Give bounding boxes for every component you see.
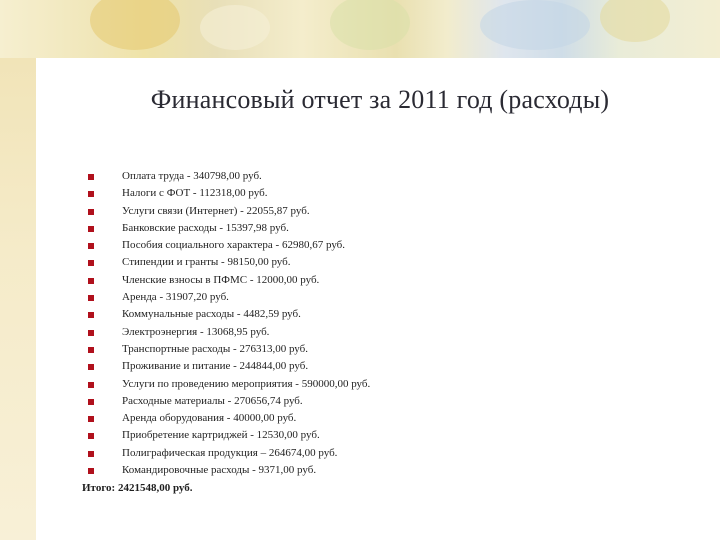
- bullet-icon: [88, 382, 94, 388]
- list-item-text: Оплата труда - 340798,00 руб.: [122, 170, 262, 182]
- list-item-text: Аренда - 31907,20 руб.: [122, 291, 229, 304]
- banner-leaf-shape: [600, 0, 670, 42]
- list-item-text: Аренда оборудования - 40000,00 руб.: [122, 412, 297, 425]
- bullet-icon: [88, 174, 94, 180]
- list-item-text: Транспортные расходы - 276313,00 руб.: [122, 342, 309, 355]
- banner-leaf-shape: [480, 0, 590, 50]
- list-item: [82, 185, 642, 202]
- list-item: [82, 341, 642, 358]
- list-item: [82, 289, 642, 306]
- list-item: [82, 462, 642, 479]
- list-item: [82, 203, 642, 220]
- bullet-icon: [88, 191, 94, 197]
- bullet-icon: [88, 347, 94, 353]
- page-title: Финансовый отчет за 2011 год (расходы): [150, 85, 610, 114]
- list-item-text: Услуги связи (Интернет) - 22055,87 руб.: [122, 204, 310, 217]
- list-item-text: Командировочные расходы - 9371,00 руб.: [122, 464, 317, 477]
- bullet-icon: [88, 209, 94, 215]
- list-item-text: Расходные материалы - 270656,74 руб.: [122, 394, 303, 407]
- list-item-text: Услуги по проведению мероприятия - 590000,00 руб.: [122, 377, 371, 390]
- list-item-text: Приобретение картриджей - 12530,00 руб.: [122, 429, 320, 442]
- list-item: [82, 220, 642, 237]
- bullet-icon: [88, 330, 94, 336]
- list-item: [82, 254, 642, 271]
- bullet-icon: [88, 295, 94, 301]
- list-item: [82, 358, 642, 375]
- list-item: [82, 393, 642, 410]
- total-line: Итого: 2421548,00 руб.: [82, 482, 193, 494]
- list-item: [82, 376, 642, 393]
- bullet-icon: [88, 399, 94, 405]
- banner-leaf-shape: [200, 5, 270, 50]
- bullet-icon: [88, 468, 94, 474]
- list-item: [82, 237, 642, 254]
- list-item: [82, 324, 642, 341]
- bullet-icon: [88, 451, 94, 457]
- list-item: [82, 445, 642, 462]
- bullet-icon: [88, 260, 94, 266]
- list-item-text: Полиграфическая продукция – 264674,00 руб.: [122, 446, 338, 459]
- list-item: [82, 410, 642, 427]
- banner-leaf-shape: [330, 0, 410, 50]
- list-item-text: Коммунальные расходы - 4482,59 руб.: [122, 308, 301, 321]
- expense-list: [82, 168, 642, 479]
- list-item-text: Банковские расходы - 15397,98 руб.: [122, 221, 289, 234]
- bullet-icon: [88, 416, 94, 422]
- bullet-icon: [88, 312, 94, 318]
- list-item-text: Электроэнергия - 13068,95 руб.: [122, 325, 270, 338]
- bullet-icon: [88, 433, 94, 439]
- list-item-text: Стипендии и гранты - 98150,00 руб.: [122, 256, 291, 269]
- decorative-banner: [0, 0, 720, 58]
- bullet-icon: [88, 226, 94, 232]
- bullet-icon: [88, 243, 94, 249]
- list-item: [82, 272, 642, 289]
- list-item-text: Налоги с ФОТ - 112318,00 руб.: [122, 187, 268, 200]
- decorative-left-strip: [0, 58, 36, 540]
- list-item-text: Пособия социального характера - 62980,67 руб.: [122, 239, 346, 252]
- bullet-icon: [88, 364, 94, 370]
- list-item: [82, 168, 642, 185]
- list-item-text: Проживание и питание - 244844,00 руб.: [122, 360, 309, 373]
- list-item: [82, 427, 642, 444]
- list-item: [82, 306, 642, 323]
- banner-leaf-shape: [90, 0, 180, 50]
- list-item-text: Членские взносы в ПФМС - 12000,00 руб.: [122, 273, 320, 286]
- bullet-icon: [88, 278, 94, 284]
